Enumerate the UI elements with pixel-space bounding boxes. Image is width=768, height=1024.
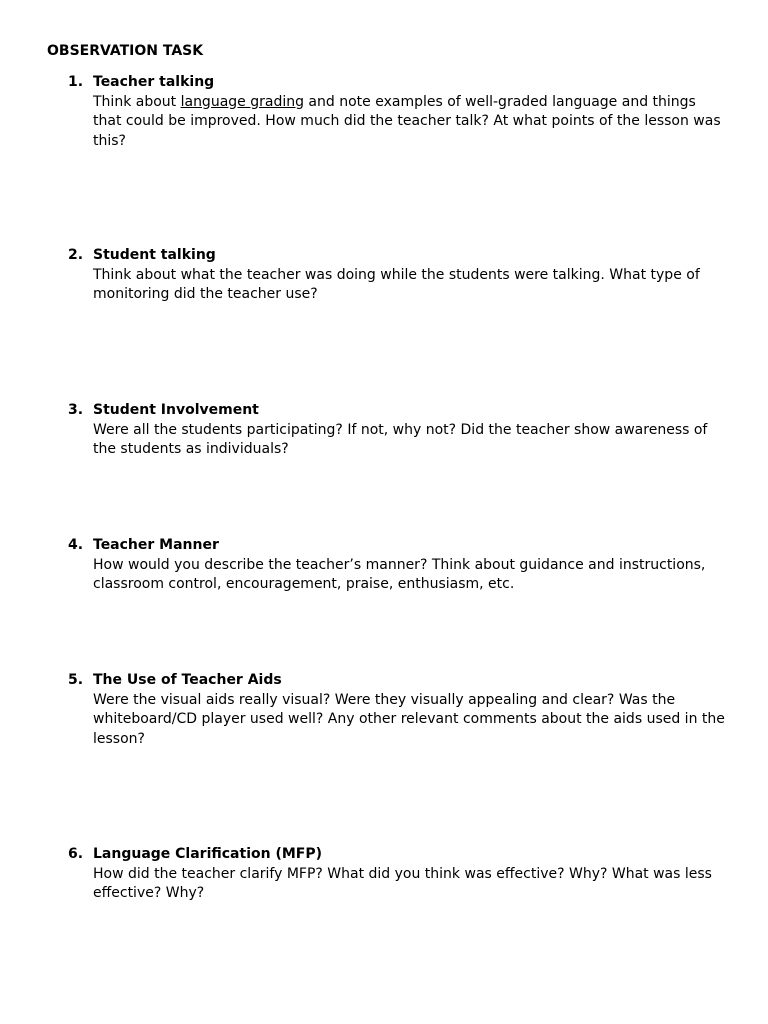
task-number: 1. (68, 74, 84, 90)
task-heading: Language Clarification (MFP) (93, 846, 323, 862)
task-text: How would you describe the teacher’s manner? Think about guidance and instructions, classroom control, encouragement, praise, enthusiasm, etc. (93, 556, 706, 592)
task-number: 4. (68, 537, 84, 553)
task-item-4 (68, 536, 728, 595)
task-heading: Student Involvement (93, 402, 259, 418)
task-text: Think about what the teacher was doing while the students were talking. What type of monitoring did the teacher use? (93, 266, 700, 302)
task-heading: Teacher talking (93, 74, 215, 90)
task-text-end: and note examples of well-graded language and things that could be improved. How much did the teacher talk? At what points of the lesson was this? (93, 93, 721, 149)
task-number: 3. (68, 402, 84, 418)
page-title: OBSERVATION TASK (47, 43, 204, 59)
task-text: Were all the students participating? If not, why not? Did the teacher show awareness of the students as individuals? (93, 421, 708, 457)
task-text: Were the visual aids really visual? Were they visually appealing and clear? Was the whiteboard/CD player used well? Any other relevant comments about the aids used in the lesson? (93, 691, 725, 747)
task-item-1 (68, 73, 728, 151)
task-text (93, 93, 728, 152)
task-number: 2. (68, 247, 84, 263)
underlined-term: language grading (180, 93, 304, 110)
task-item-5 (68, 671, 728, 749)
task-heading: Student talking (93, 247, 216, 263)
task-text: How did the teacher clarify MFP? What did you think was effective? Why? What was less effective? Why? (93, 865, 712, 901)
task-item-2 (68, 246, 728, 305)
task-heading: Teacher Manner (93, 537, 219, 553)
task-item-3 (68, 401, 728, 460)
task-number: 6. (68, 846, 84, 862)
task-item-6 (68, 845, 728, 904)
task-number: 5. (68, 672, 84, 688)
task-heading: The Use of Teacher Aids (93, 672, 282, 688)
task-text-start: Think about (93, 93, 181, 110)
